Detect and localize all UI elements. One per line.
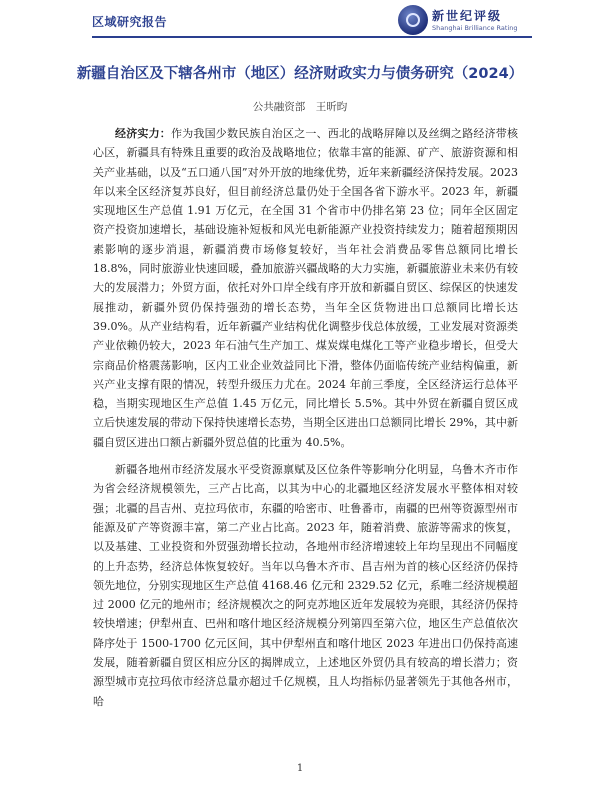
brand-emblem-icon [398, 5, 428, 35]
paragraph-text: 新疆各地州市经济发展水平受资源禀赋及区位条件等影响分化明显，乌鲁木齐市作为省会经济规模领先，三产占比高，以其为中心的北疆地区经济发展水平整体相对较强；北疆的昌吉州、克拉玛依市，东疆的哈密市、吐鲁番市，南疆的巴州等资源型州市能源及矿产等资源丰富，第二产业占比高。2023 年，随着消费、旅游等需求的恢复，以及基建、工业投资和外贸强劲增长拉动，各地州市经济增速较上年均呈现出不同幅度的上升态势，经济总体恢复较好。当年以乌鲁木齐市、昌吉州为首的核心区经济仍保持领先地位，分别实现地区生产总值 4168.46 亿元和 2329.52 亿元，系唯二经济规模超过 2000 亿元的地州市；经济规模次之的阿克苏地区近年发展较为亮眼，其经济仍保持较快增速；伊犁州直、巴州和喀什地区经济规模分列第四至第六位，地区生产总值依次降序处于 1500-1700 亿元区间，其中伊犁州直和喀什地区 2023 年进出口仍保持高速发展，随着新疆自贸区相应分区的揭牌成立，上述地区外贸仍具有较高的增长潜力；资源型城市克拉玛依市经济总量亦超过千亿规模，且人均指标仍显著领先于其他各州市，哈 [93, 463, 518, 708]
page-header [0, 0, 600, 44]
brand-name-cn: 新世纪评级 [432, 9, 503, 23]
paragraph-regional-economy [93, 460, 518, 711]
authors-line: 公共融资部 王昕昀 [252, 101, 348, 113]
paragraph-economic-strength [93, 124, 518, 452]
brand-name-en: Shanghai Brilliance Rating [432, 24, 518, 32]
page-number: 1 [296, 763, 304, 774]
section-label: 区域研究报告 [92, 15, 168, 29]
header-divider [92, 36, 532, 38]
paragraph-lead: 经济实力： [115, 127, 171, 140]
brand-logo [398, 5, 538, 37]
document-title: 新疆自治区及下辖各州市（地区）经济财政实力与债务研究（2024） [76, 66, 524, 82]
document-body [93, 124, 518, 711]
paragraph-text: 作为我国少数民族自治区之一、西北的战略屏障以及丝绸之路经济带核心区，新疆具有特殊且重要的政治及战略地位；依靠丰富的能源、矿产、旅游资源和相关产业基础，以及“五口通八国”对外开放的地缘优势，近年来新疆经济保持发展。2023 年以来全区经济复苏良好，但目前经济总量仍处于全国各省下游水平。2023 年，新疆实现地区生产总值 1.91 万亿元，在全国 31 个省市中仍排名第 23 位；同年全区固定资产投资加速增长，基础设施补短板和风光电新能源产业投资持续发力；随着超预期因素影响的逐步消退，新疆消费市场修复较好，当年社会消费品零售总额同比增长 18.8%，同时旅游业快速回暖，叠加旅游兴疆战略的大力实施，新疆旅游业未来仍有较大的发展潜力；外贸方面，依托对外口岸全线有序开放和新疆自贸区、综保区的快速发展推动，新疆外贸仍保持强劲的增长态势，当年全区货物进出口总额同比增长达 39.0%。从产业结构看，近年新疆产业结构优化调整步伐总体放缓，工业发展对资源类产业依赖仍较大，2023 年石油气生产加工、煤炭煤电煤化工等产业稳步增长，但受大宗商品价格震荡影响，区内工业企业效益同比下滑，整体仍面临传统产业结构偏重，新兴产业支撑有限的情况，转型升级压力尤在。2024 年前三季度，全区经济运行总体平稳，当期实现地区生产总值 1.45 万亿元，同比增长 5.5%。其中外贸在新疆自贸区成立后快速发展的带动下保持快速增长态势，当期全区进出口总额同比增长 29%，其中新疆自贸区进出口额占新疆外贸总值的比重为 40.5%。 [93, 127, 518, 449]
